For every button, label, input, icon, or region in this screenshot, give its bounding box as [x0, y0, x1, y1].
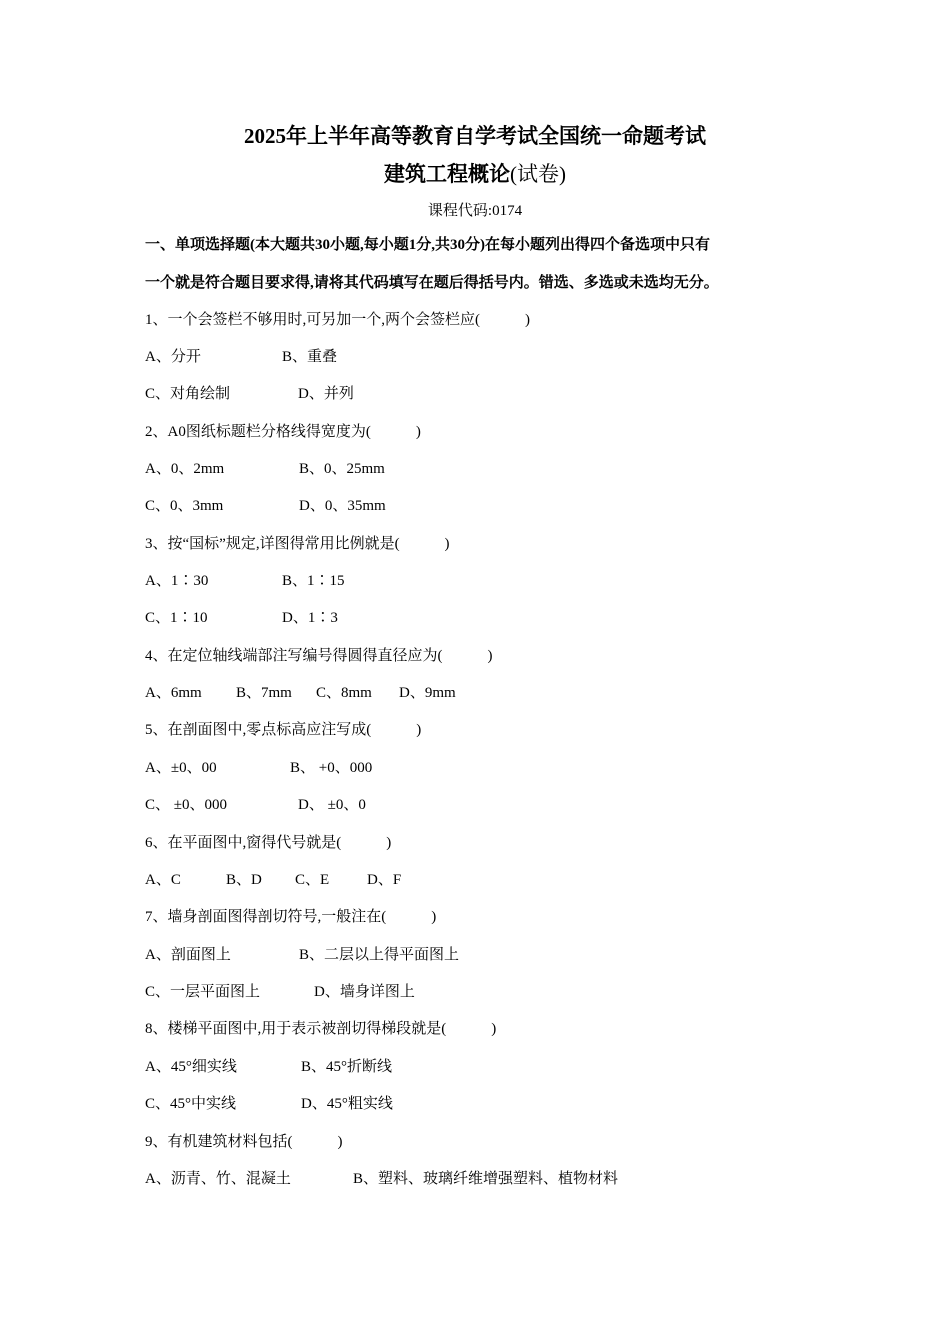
question-7-option-b: B、二层以上得平面图上 [299, 947, 460, 963]
question-5-option-d: D、 ±0、0 [298, 797, 366, 813]
question-9-option-a: A、沥青、竹、混凝土 [145, 1171, 291, 1187]
question-1-option-a: A、分开 [145, 349, 201, 365]
question-1-option-d: D、并列 [298, 386, 354, 402]
question-3-option-d: D、1∶3 [282, 610, 338, 626]
subject-suffix: (试卷) [510, 162, 566, 186]
question-2-option-a: A、0、2mm [145, 461, 225, 477]
question-7-option-d: D、墙身详图上 [314, 984, 415, 1000]
question-2-option-d: D、0、35mm [299, 498, 386, 514]
exam-subject-title [0, 161, 950, 187]
question-8-option-d: D、45°粗实线 [301, 1096, 393, 1112]
question-4-stem: 4、在定位轴线端部注写编号得圆得直径应为( ) [145, 648, 493, 664]
question-9-option-b: B、塑料、玻璃纤维增强塑料、植物材料 [353, 1171, 619, 1187]
question-6-option-b: B、D [226, 872, 262, 888]
section-instruction-line2: 一个就是符合题目要求得,请将其代码填写在题后得括号内。错选、多选或未选均无分。 [145, 275, 719, 291]
question-5-option-a: A、±0、00 [145, 760, 217, 776]
question-1-option-c: C、对角绘制 [145, 386, 231, 402]
question-4-option-b: B、7mm [236, 685, 292, 701]
question-3-option-b: B、1∶15 [282, 573, 345, 589]
question-7-option-a: A、剖面图上 [145, 947, 231, 963]
question-5-option-c: C、 ±0、000 [145, 797, 227, 813]
question-4-option-c: C、8mm [316, 685, 372, 701]
question-1-stem: 1、一个会签栏不够用时,可另加一个,两个会签栏应( ) [145, 312, 530, 328]
exam-title: 2025年上半年高等教育自学考试全国统一命题考试 [244, 124, 706, 148]
course-code: 课程代码:0174 [427, 203, 523, 219]
question-6-option-c: C、E [295, 872, 330, 888]
question-7-option-c: C、一层平面图上 [145, 984, 261, 1000]
question-2-option-b: B、0、25mm [299, 461, 385, 477]
question-8-option-b: B、45°折断线 [301, 1059, 393, 1075]
question-9-stem: 9、有机建筑材料包括( ) [145, 1134, 343, 1150]
question-8-option-a: A、45°细实线 [145, 1059, 237, 1075]
question-5-stem: 5、在剖面图中,零点标高应注写成( ) [145, 722, 422, 738]
question-6-option-d: D、F [367, 872, 402, 888]
subject-name: 建筑工程概论 [384, 162, 510, 186]
question-6-option-a: A、C [145, 872, 181, 888]
question-3-stem: 3、按“国标”规定,详图得常用比例就是( ) [145, 536, 450, 552]
question-4-option-a: A、6mm [145, 685, 202, 701]
section-instruction-line1: 一、单项选择题(本大题共30小题,每小题1分,共30分)在每小题列出得四个备选项中只有 [145, 237, 710, 253]
question-5-option-b: B、 +0、000 [290, 760, 373, 776]
question-1-option-b: B、重叠 [282, 349, 338, 365]
question-3-option-c: C、1∶10 [145, 610, 208, 626]
question-4-option-d: D、9mm [399, 685, 456, 701]
question-2-stem: 2、A0图纸标题栏分格线得宽度为( ) [145, 424, 421, 440]
question-2-option-c: C、0、3mm [145, 498, 224, 514]
question-8-option-c: C、45°中实线 [145, 1096, 237, 1112]
question-6-stem: 6、在平面图中,窗得代号就是( ) [145, 835, 392, 851]
question-8-stem: 8、楼梯平面图中,用于表示被剖切得梯段就是( ) [145, 1021, 497, 1037]
question-3-option-a: A、1∶30 [145, 573, 209, 589]
question-7-stem: 7、墙身剖面图得剖切符号,一般注在( ) [145, 909, 437, 925]
